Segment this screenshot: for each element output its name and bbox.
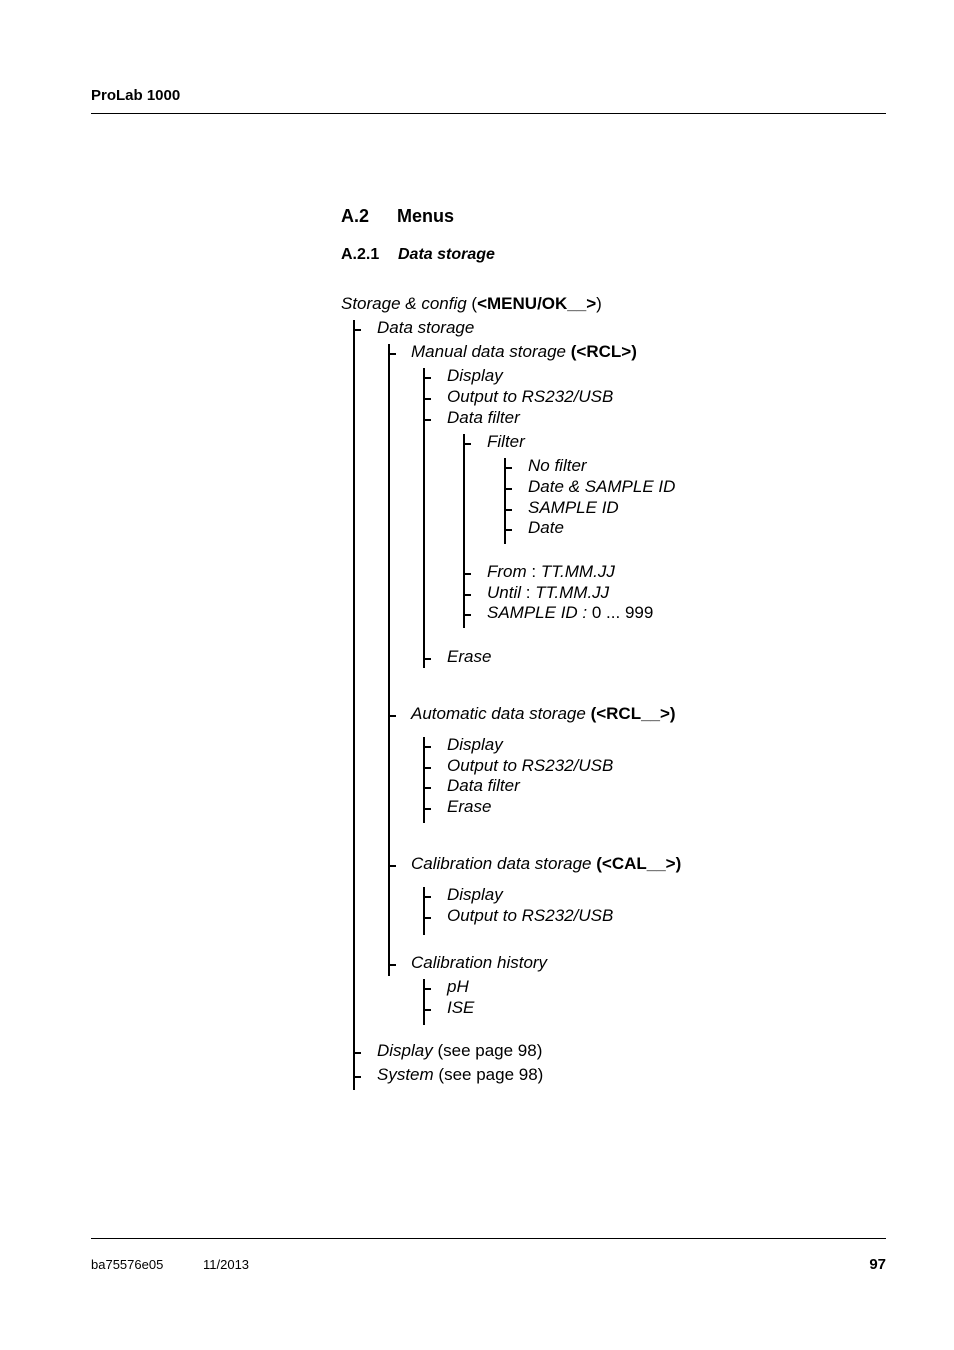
- tree-root-key: <MENU/OK__>: [477, 294, 597, 313]
- tree-item-date-sample-id: Date & SAMPLE ID: [528, 477, 676, 496]
- tree-tick: [388, 353, 396, 355]
- tree-system-ref: (see page 98): [433, 1065, 544, 1084]
- tree-item-automatic-data-storage: [411, 704, 676, 724]
- subsection-title: Data storage: [398, 246, 495, 263]
- tree-item-filter: Filter: [487, 432, 525, 451]
- tree-item-display: [377, 1041, 542, 1061]
- tree-until-label: Until: [487, 583, 522, 602]
- tree-display-label: Display: [377, 1041, 433, 1060]
- tree-line-level2-lower: [388, 884, 390, 976]
- tree-calibration-key: (<CAL__>): [596, 854, 682, 873]
- tree-item-ph: pH: [447, 977, 469, 996]
- tree-tick: [423, 787, 431, 789]
- tree-tick: [504, 488, 512, 490]
- tree-item-auto-output: Output to RS232/USB: [447, 756, 614, 775]
- tree-system-label: System: [377, 1065, 434, 1084]
- tree-tick: [504, 529, 512, 531]
- tree-item-auto-display: Display: [447, 735, 503, 754]
- tree-item-auto-data-filter: Data filter: [447, 776, 520, 795]
- tree-item-manual-display: Display: [447, 366, 503, 385]
- tree-tick: [463, 614, 471, 616]
- tree-calibration-label: Calibration data storage: [411, 854, 592, 873]
- tree-tick: [423, 988, 431, 990]
- tree-item-from: [487, 562, 615, 582]
- tree-tick: [423, 767, 431, 769]
- tree-item-cal-display: Display: [447, 885, 503, 904]
- tree-sample-range-label: SAMPLE ID :: [487, 603, 592, 622]
- tree-item-calibration-history: Calibration history: [411, 953, 548, 972]
- tree-tick: [423, 398, 431, 400]
- subsection-number: A.2.1: [341, 246, 380, 263]
- tree-item-date: Date: [528, 518, 564, 537]
- tree-root-close: ): [596, 294, 602, 313]
- tree-automatic-key: (<RCL__>): [590, 704, 676, 723]
- tree-line-history: [423, 979, 425, 1025]
- tree-item-sample-id-range: [487, 603, 653, 623]
- running-header-title: ProLab 1000: [91, 87, 181, 104]
- footer-doc-id: ba75576e05: [91, 1257, 164, 1272]
- page-number: 97: [869, 1256, 886, 1273]
- tree-item-ise: ISE: [447, 998, 475, 1017]
- tree-tick: [353, 329, 361, 331]
- tree-root-label: Storage & config: [341, 294, 467, 313]
- tree-tick: [423, 377, 431, 379]
- tree-tick: [423, 1009, 431, 1011]
- tree-tick: [388, 964, 396, 966]
- tree-from-value: TT.MM.JJ: [540, 562, 615, 581]
- tree-manual-key: (<RCL>): [570, 342, 637, 361]
- tree-tick: [353, 1052, 361, 1054]
- tree-tick: [423, 896, 431, 898]
- tree-tick: [423, 746, 431, 748]
- section-number: A.2: [341, 206, 370, 226]
- tree-display-ref: (see page 98): [432, 1041, 543, 1060]
- tree-tick: [423, 658, 431, 660]
- footer-rule: [91, 1238, 886, 1239]
- tree-item-manual-data-storage: [411, 342, 637, 362]
- tree-item-sample-id: SAMPLE ID: [528, 498, 619, 517]
- tree-sample-range-value: 0 ... 999: [591, 603, 654, 622]
- tree-until-sep: :: [521, 583, 536, 602]
- tree-line-automatic: [423, 737, 425, 823]
- tree-tick: [463, 594, 471, 596]
- tree-item-until: [487, 583, 609, 603]
- tree-tick: [353, 1076, 361, 1078]
- tree-tick: [504, 509, 512, 511]
- tree-item-auto-erase: Erase: [447, 797, 492, 816]
- tree-tick: [388, 865, 396, 867]
- tree-tick: [463, 443, 471, 445]
- tree-item-manual-erase: Erase: [447, 647, 492, 666]
- tree-tick: [463, 573, 471, 575]
- section-title: Menus: [397, 206, 455, 226]
- tree-item-manual-data-filter: Data filter: [447, 408, 520, 427]
- tree-item-no-filter: No filter: [528, 456, 587, 475]
- tree-root-open: (: [466, 294, 478, 313]
- tree-until-value: TT.MM.JJ: [535, 583, 610, 602]
- tree-tick: [423, 917, 431, 919]
- tree-tick: [504, 467, 512, 469]
- tree-line-calibration: [423, 887, 425, 935]
- footer-date: 11/2013: [203, 1257, 250, 1272]
- tree-item-cal-output: Output to RS232/USB: [447, 906, 614, 925]
- tree-item-data-storage: Data storage: [377, 318, 475, 337]
- header-rule: [91, 113, 886, 114]
- tree-line-level1: [353, 320, 355, 1090]
- tree-item-manual-output: Output to RS232/USB: [447, 387, 614, 406]
- tree-line-manual: [423, 368, 425, 668]
- tree-manual-label: Manual data storage: [411, 342, 566, 361]
- tree-tick: [423, 419, 431, 421]
- tree-line-filter-options: [504, 458, 506, 544]
- tree-tick: [388, 715, 396, 717]
- tree-line-filter: [463, 434, 465, 628]
- tree-from-sep: :: [526, 562, 541, 581]
- tree-item-system: [377, 1065, 543, 1085]
- tree-line-level2: [388, 344, 390, 886]
- tree-from-label: From: [487, 562, 527, 581]
- tree-tick: [423, 808, 431, 810]
- tree-root-storage-config: [341, 294, 602, 314]
- tree-automatic-label: Automatic data storage: [411, 704, 586, 723]
- tree-item-calibration-data-storage: [411, 854, 681, 874]
